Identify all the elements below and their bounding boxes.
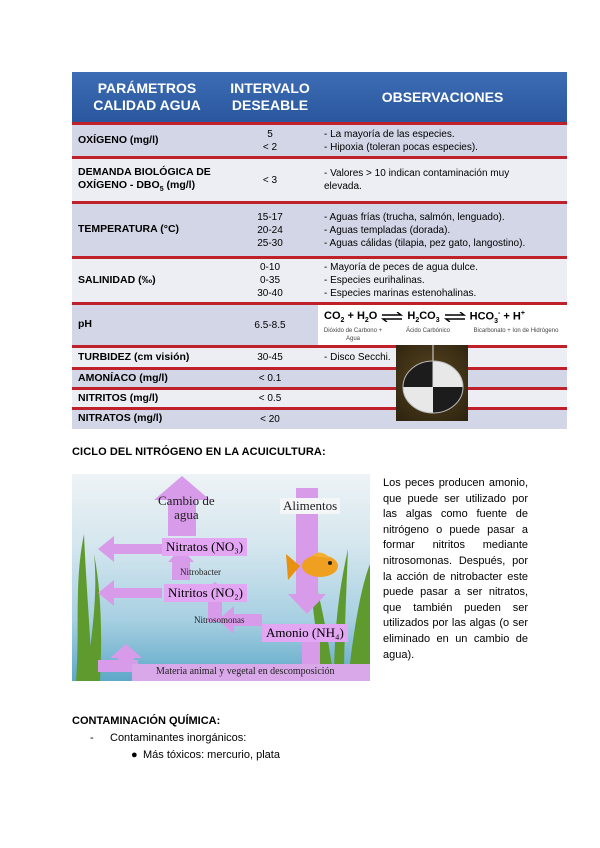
param-ph: pH bbox=[72, 304, 222, 347]
eq-label-acid: Ácido Carbónico bbox=[405, 327, 451, 334]
table-row bbox=[72, 124, 567, 158]
contamination-heading: CONTAMINACIÓN QUÍMICA: bbox=[72, 715, 221, 727]
param-nitrites: NITRITOS (mg/l) bbox=[72, 389, 222, 409]
range-nitrites: < 0.5 bbox=[222, 389, 318, 409]
param-nitrates: NITRATOS (mg/l) bbox=[72, 409, 222, 429]
param-salinity: SALINIDAD (‰) bbox=[72, 258, 222, 304]
table-row bbox=[72, 158, 567, 203]
diagram-label-nitrobacter: Nitrobacter bbox=[180, 567, 221, 577]
param-dbo: DEMANDA BIOLÓGICA DE OXÍGENO - $DBO_5$ (mg/l) bbox=[72, 158, 222, 203]
header-range: INTERVALO DESEABLE bbox=[222, 72, 318, 124]
table-row bbox=[72, 369, 567, 389]
cycle-heading: CICLO DEL NITRÓGENO EN LA ACUICULTURA: bbox=[72, 446, 326, 458]
table-row bbox=[72, 304, 567, 347]
ph-equation: $CO_2 + H_2O$ $H_2CO_3$ $HCO_3^- + H^+$ Dióxido de Carbono + Agua Ácido Carbónico Bicarbonato + Ion de Hidrógeno bbox=[318, 304, 567, 347]
diagram-label-water-change: Cambio de agua bbox=[158, 493, 215, 522]
diagram-label-nitrosomonas: Nitrosomonas bbox=[194, 615, 245, 625]
range-turbidity: 30-45 bbox=[222, 347, 318, 369]
table-row bbox=[72, 347, 567, 369]
range-oxygen: 5 < 2 bbox=[222, 124, 318, 158]
header-parameters: PARÁMETROS CALIDAD AGUA bbox=[72, 72, 222, 124]
table-header-row bbox=[72, 72, 567, 124]
cycle-description: Los peces producen amonio, que puede ser utilizado por las algas como fuente de nitrógeno o puede pasar a formar nitritos mediante nitrosomonas. Después, por la acción de nitrobacter este puede pasar a ser nitratos, que también pueden ser utilizados por las algas (o ser eliminado en un cambio de agua). bbox=[383, 477, 528, 661]
range-ammonia: < 0.1 bbox=[222, 369, 318, 389]
equilibrium-arrow-icon bbox=[444, 312, 466, 322]
range-nitrates: < 20 bbox=[222, 409, 318, 429]
header-observations: OBSERVACIONES bbox=[318, 72, 567, 124]
obs-turbidity: - Disco Secchi. bbox=[318, 347, 567, 369]
param-ammonia: AMONÍACO (mg/l) bbox=[72, 369, 222, 389]
table-row bbox=[72, 258, 567, 304]
diagram-label-food: Alimentos bbox=[280, 498, 340, 514]
diagram-box-nitrates: Nitratos (NO₃) bbox=[162, 538, 247, 556]
param-turbidity: TURBIDEZ (cm visión) bbox=[72, 347, 222, 369]
eq-label-reactants: Dióxido de Carbono + Agua bbox=[323, 327, 383, 342]
list-item: - Contaminantes inorgánicos: bbox=[90, 732, 247, 744]
secchi-disk-photo bbox=[396, 345, 468, 421]
param-temperature: TEMPERATURA (°C) bbox=[72, 203, 222, 258]
diagram-box-nitrites: Nitritos (NO₂) bbox=[164, 584, 247, 602]
range-temperature: 15-17 20-24 25-30 bbox=[222, 203, 318, 258]
obs-dbo: - Valores > 10 indican contaminación muy elevada. bbox=[318, 158, 567, 203]
list-item: ● Más tóxicos: mercurio, plata bbox=[131, 749, 280, 761]
eq-label-products: Bicarbonato + Ion de Hidrógeno bbox=[473, 327, 559, 334]
obs-temperature: - Aguas frías (trucha, salmón, lenguado). - Aguas templadas (dorada). - Aguas cálidas (tilapia, pez gato, langostino). bbox=[318, 203, 567, 258]
table-row bbox=[72, 389, 567, 409]
param-oxygen: OXÍGENO (mg/l) bbox=[72, 124, 222, 158]
list-dash: - bbox=[90, 732, 94, 744]
obs-salinity: - Mayoría de peces de agua dulce. - Especies eurihalinas. - Especies marinas estenohalinas. bbox=[318, 258, 567, 304]
diagram-label-decomposition: Materia animal y vegetal en descomposición bbox=[156, 666, 335, 677]
water-quality-table bbox=[72, 72, 567, 429]
range-dbo: < 3 bbox=[222, 158, 318, 203]
range-salinity: 0-10 0-35 30-40 bbox=[222, 258, 318, 304]
obs-oxygen: - La mayoría de las especies. - Hipoxia (toleran pocas especies). bbox=[318, 124, 567, 158]
table-row bbox=[72, 409, 567, 429]
diagram-box-ammonium: Amonio (NH₄) bbox=[262, 624, 348, 642]
range-ph: 6.5-8.5 bbox=[222, 304, 318, 347]
equilibrium-arrow-icon bbox=[381, 312, 403, 322]
bullet-icon: ● bbox=[131, 749, 138, 761]
table-row bbox=[72, 203, 567, 258]
nitrogen-cycle-diagram bbox=[72, 474, 370, 681]
